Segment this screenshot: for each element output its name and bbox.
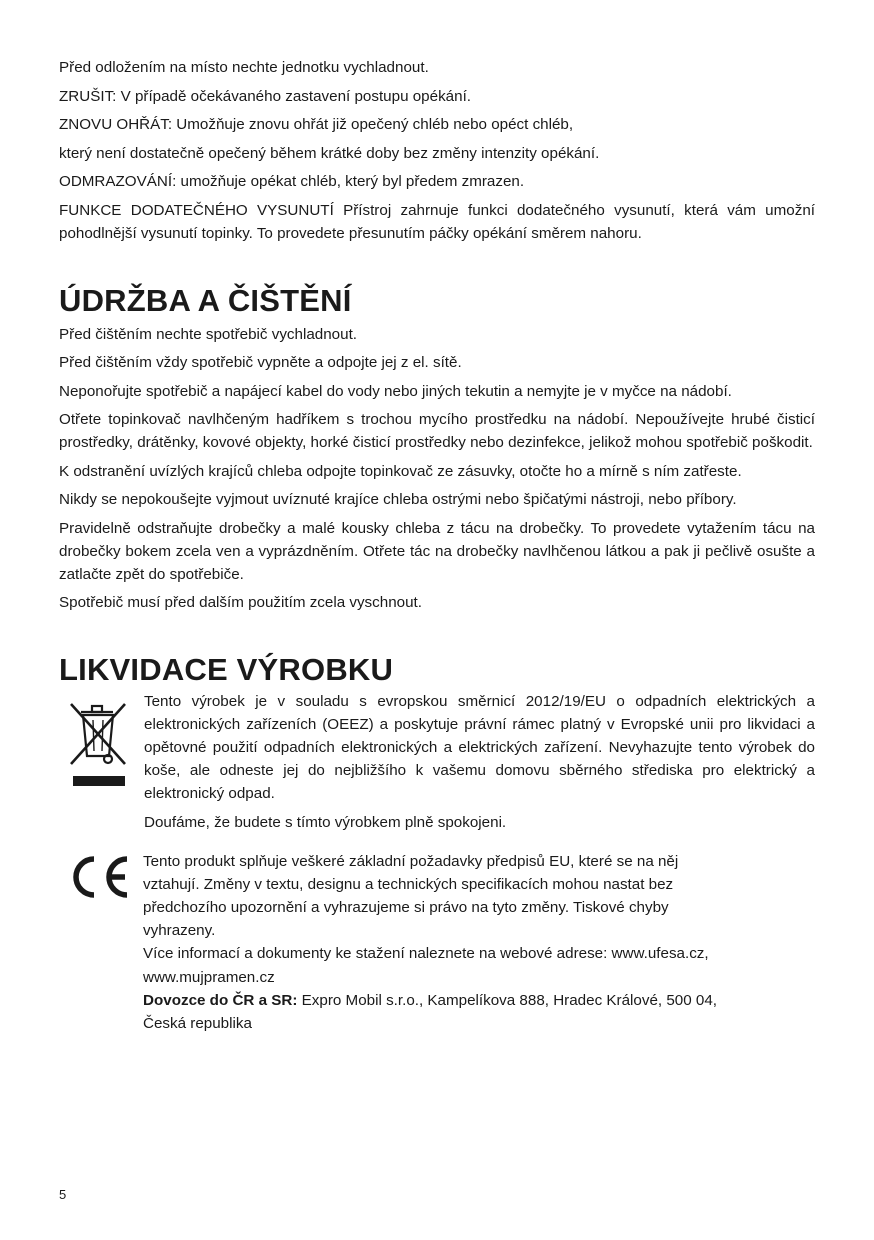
intro-line-high-lift: FUNKCE DODATEČNÉHO VYSUNUTÍ Přístroj zahrnuje funkci dodatečného vysunutí, která vám umožní pohodlnější vysunutí topinky. To provedete přesunutím páčky opékání směrem nahoru. [59, 201, 815, 242]
cleaning-paragraph: Před čištěním vždy spotřebič vypněte a odpojte jej z el. sítě. [59, 354, 462, 371]
intro-line-reheat: ZNOVU OHŘÁT: Umožňuje znovu ohřát již opečený chléb nebo opéct chléb, [59, 116, 574, 133]
intro-line-cooling: Před odložením na místo nechte jednotku vychladnout. [59, 59, 429, 76]
importer-country: Česká republika [143, 1014, 252, 1032]
conformity-line: Tento produkt splňuje veškeré základní požadavky předpisů EU, které se na něj [143, 852, 679, 870]
conformity-line: www.mujpramen.cz [143, 968, 275, 986]
conformity-line: předchozího upozornění a vyhrazujeme si právo na tyto změny. Tiskové chyby [143, 898, 669, 916]
cleaning-paragraph: Otřete topinkovač navlhčeným hadříkem s trochou mycího prostředku na nádobí. Nepoužívejte hrubé čisticí prostředky, drátěnky, kovové objekty, horké čisticí prostředky nebo dezinfekce, jelikož mohou spotřebič poškodit. [59, 411, 815, 451]
conformity-line: vztahují. Změny v textu, designu a technických specifikacích mohou nastat bez [143, 875, 674, 893]
ce-mark-icon [67, 854, 133, 900]
intro-line-defrost: ODMRAZOVÁNÍ: umožňuje opékat chléb, který byl předem zmrazen. [59, 173, 525, 190]
disposal-closing: Doufáme, že budete s tímto výrobkem plně spokojeni. [144, 813, 507, 831]
cleaning-paragraph: Pravidelně odstraňujte drobečky a malé kousky chleba z tácu na drobečky. To provedete vytažením tácu na drobečky bokem zcela ven a vyprázdněním. Otřete tác na drobečky navlhčenou látkou a pak ji pečlivě osušte a zatlačte zpět do spotřebiče. [59, 519, 815, 583]
toaster-functions-section [59, 56, 815, 245]
importer-line [143, 989, 815, 1012]
conformity-section [59, 850, 815, 1036]
conformity-line: vyhrazeny. [143, 922, 216, 940]
crossed-out-wheelie-bin-icon [67, 698, 131, 790]
disposal-heading: LIKVIDACE VÝROBKU [59, 652, 394, 687]
intro-line-cancel: ZRUŠIT: V případě očekávaného zastavení postupu opékání. [59, 87, 472, 105]
cleaning-section [59, 323, 815, 615]
disposal-section [59, 690, 815, 834]
disposal-text: Tento výrobek je v souladu s evropskou směrnicí 2012/19/EU o odpadních elektrických a elektronických zařízeních (OEEZ) a poskytuje právní rámec platný v Evropské unii pro likvidaci a opětovné použití odpadních elektronických a elektrických zařízení. Nevyhazujte tento výrobek do koše, ale odneste jej do nejbližšího k vašemu domovu sběrného střediska pro elektrický a elektronický odpad. [144, 693, 815, 802]
conformity-text [143, 850, 815, 1036]
cleaning-paragraph: Nikdy se nepokoušejte vyjmout uvíznuté krajíce chleba ostrými nebo špičatými nástroji, nebo příbory. [59, 491, 737, 508]
conformity-line: Více informací a dokumenty ke stažení naleznete na webové adrese: www.ufesa.cz, [143, 945, 709, 963]
intro-line-reheat-cont: který není dostatečně opečený během krátké doby bez změny intenzity opékání. [59, 144, 600, 162]
page-number: 5 [59, 1187, 67, 1202]
manual-page [59, 56, 815, 1035]
cleaning-heading: ÚDRŽBA A ČIŠTĚNÍ [59, 282, 352, 318]
cleaning-paragraph: Před čištěním nechte spotřebič vychladnout. [59, 325, 358, 343]
cleaning-paragraph: K odstranění uvízlých krajíců chleba odpojte topinkovač ze zásuvky, otočte ho a mírně s ním zatřeste. [59, 462, 742, 480]
importer-address: Expro Mobil s.r.o., Kampelíkova 888, Hradec Králové, 500 04, [297, 991, 717, 1009]
importer-label: Dovozce do ČR a SR: [143, 991, 298, 1009]
cleaning-paragraph: Spotřebič musí před dalším použitím zcela vyschnout. [59, 594, 422, 611]
cleaning-paragraph: Neponořujte spotřebič a napájecí kabel do vody nebo jiných tekutin a nemyjte je v myčce na nádobí. [59, 382, 732, 400]
